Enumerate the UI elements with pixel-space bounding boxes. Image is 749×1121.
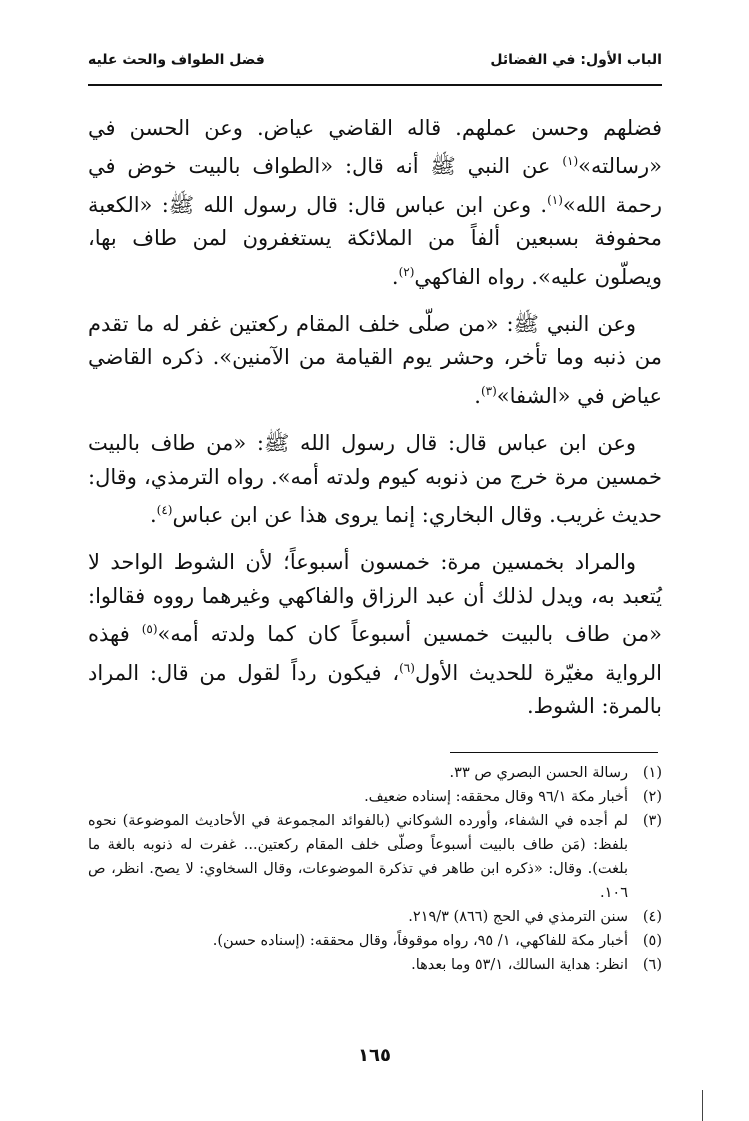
footnote-ref: (٤) <box>156 503 173 518</box>
footnote-item <box>88 785 662 809</box>
footnote-text: رسالة الحسن البصري ص ٣٣. <box>449 765 628 781</box>
text-run: . <box>149 503 157 528</box>
text-run: . <box>474 383 481 408</box>
footnote-divider <box>450 752 658 753</box>
footnotes <box>88 761 662 977</box>
section-title: فضل الطواف والحث عليه <box>88 52 265 68</box>
footnote-number: (١) <box>642 765 662 781</box>
header-divider <box>88 84 662 86</box>
footnote-ref: (١) <box>562 154 579 169</box>
footnote-text: انظر: هداية السالك، ٥٣/١ وما بعدها. <box>411 957 628 973</box>
chapter-title: الباب الأول: في الفضائل <box>490 52 662 68</box>
page-number: ١٦٥ <box>358 1045 391 1066</box>
text-run: ، فيكون رداً لقول من قال: المراد بالمرة: الشوط. <box>88 660 662 719</box>
text-run: عن النبي ﷺ أنه قال: «الطواف بالبيت خوض في رحمة الله» <box>88 154 662 217</box>
footnote-item <box>88 809 662 905</box>
text-run: وعن النبي ﷺ: «من صلّى خلف المقام ركعتين غفر له ما تقدم من ذنبه وما تأخر، وحشر يوم القيامة من الآمنين». ذكره القاضي عياض في «الشفا» <box>88 312 662 408</box>
footnote-ref: (٥) <box>141 622 158 637</box>
footnote-ref: (٣) <box>480 383 497 398</box>
footnote-item <box>88 761 662 785</box>
main-text <box>88 112 662 738</box>
footnote-item <box>88 929 662 953</box>
footnote-ref: (١) <box>547 192 563 207</box>
body-paragraph <box>88 546 662 723</box>
footnote-number: (٣) <box>642 813 662 829</box>
text-run: وعن ابن عباس قال: قال رسول الله ﷺ: «من طاف بالبيت خمسين مرة خرج من ذنوبه كيوم ولدته أمه». رواه الترمذي، وقال: حديث غريب. وقال البخاري: إنما يروى هذا عن ابن عباس <box>88 431 662 528</box>
footnote-number: (٥) <box>642 933 662 949</box>
scan-edge-line <box>702 1090 703 1121</box>
footnote-text: سنن الترمذي في الحج (٨٦٦) ٢١٩/٣. <box>408 909 628 925</box>
footnote-number: (٦) <box>642 957 662 973</box>
footnote-item <box>88 953 662 977</box>
footnote-number: (٤) <box>642 909 662 925</box>
footnote-item <box>88 905 662 929</box>
text-run: . وعن ابن عباس قال: قال رسول الله ﷺ: «الكعبة محفوفة بسبعين ألفاً من الملائكة يستغفرون لمن طاف بها، ويصلّون عليه». رواه الفاكهي <box>88 192 662 289</box>
footnote-text: أخبار مكة ٩٦/١ وقال محققه: إسناده ضعيف. <box>364 789 628 805</box>
body-paragraph <box>88 308 662 413</box>
footnote-text: لم أجده في الشفاء، وأورده الشوكاني (بالفوائد المجموعة في الأحاديث الموضوعة) نحوه بلفظ: (مَن طاف بالبيت أسبوعاً وصلّى خلف المقام ركعتين... غفرت له ذنوبه بالغة ما بلغت). وقال: «ذكره ابن طاهر في تذكرة الموضوعات، وقال السخاوي: لا يصح. انظر، ص ١٠٦. <box>88 813 628 901</box>
text-run: فهذه الرواية مغيّرة للحديث الأول <box>88 622 662 685</box>
text-run: والمراد بخمسين مرة: خمسون أسبوعاً؛ لأن الشوط الواحد لا يُتعبد به، ويدل لذلك أن عبد الرزاق والفاكهي وغيرهما رووه فقالوا: «من طاف بالبيت خمسين أسبوعاً كان كما ولدته أمه» <box>88 550 662 647</box>
body-paragraph <box>88 112 662 294</box>
body-paragraph <box>88 427 662 532</box>
footnote-ref: (٢) <box>398 264 415 279</box>
footnote-number: (٢) <box>642 789 662 805</box>
text-run: فضلهم وحسن عملهم. قاله القاضي عياض. وعن الحسن في «رسالته» <box>88 116 662 179</box>
running-header <box>88 48 662 74</box>
footnote-ref: (٦) <box>399 660 415 675</box>
text-run: . <box>391 264 399 289</box>
footnote-text: أخبار مكة للفاكهي، ١/ ٩٥، رواه موقوفاً، وقال محققه: (إسناده حسن). <box>212 933 628 949</box>
